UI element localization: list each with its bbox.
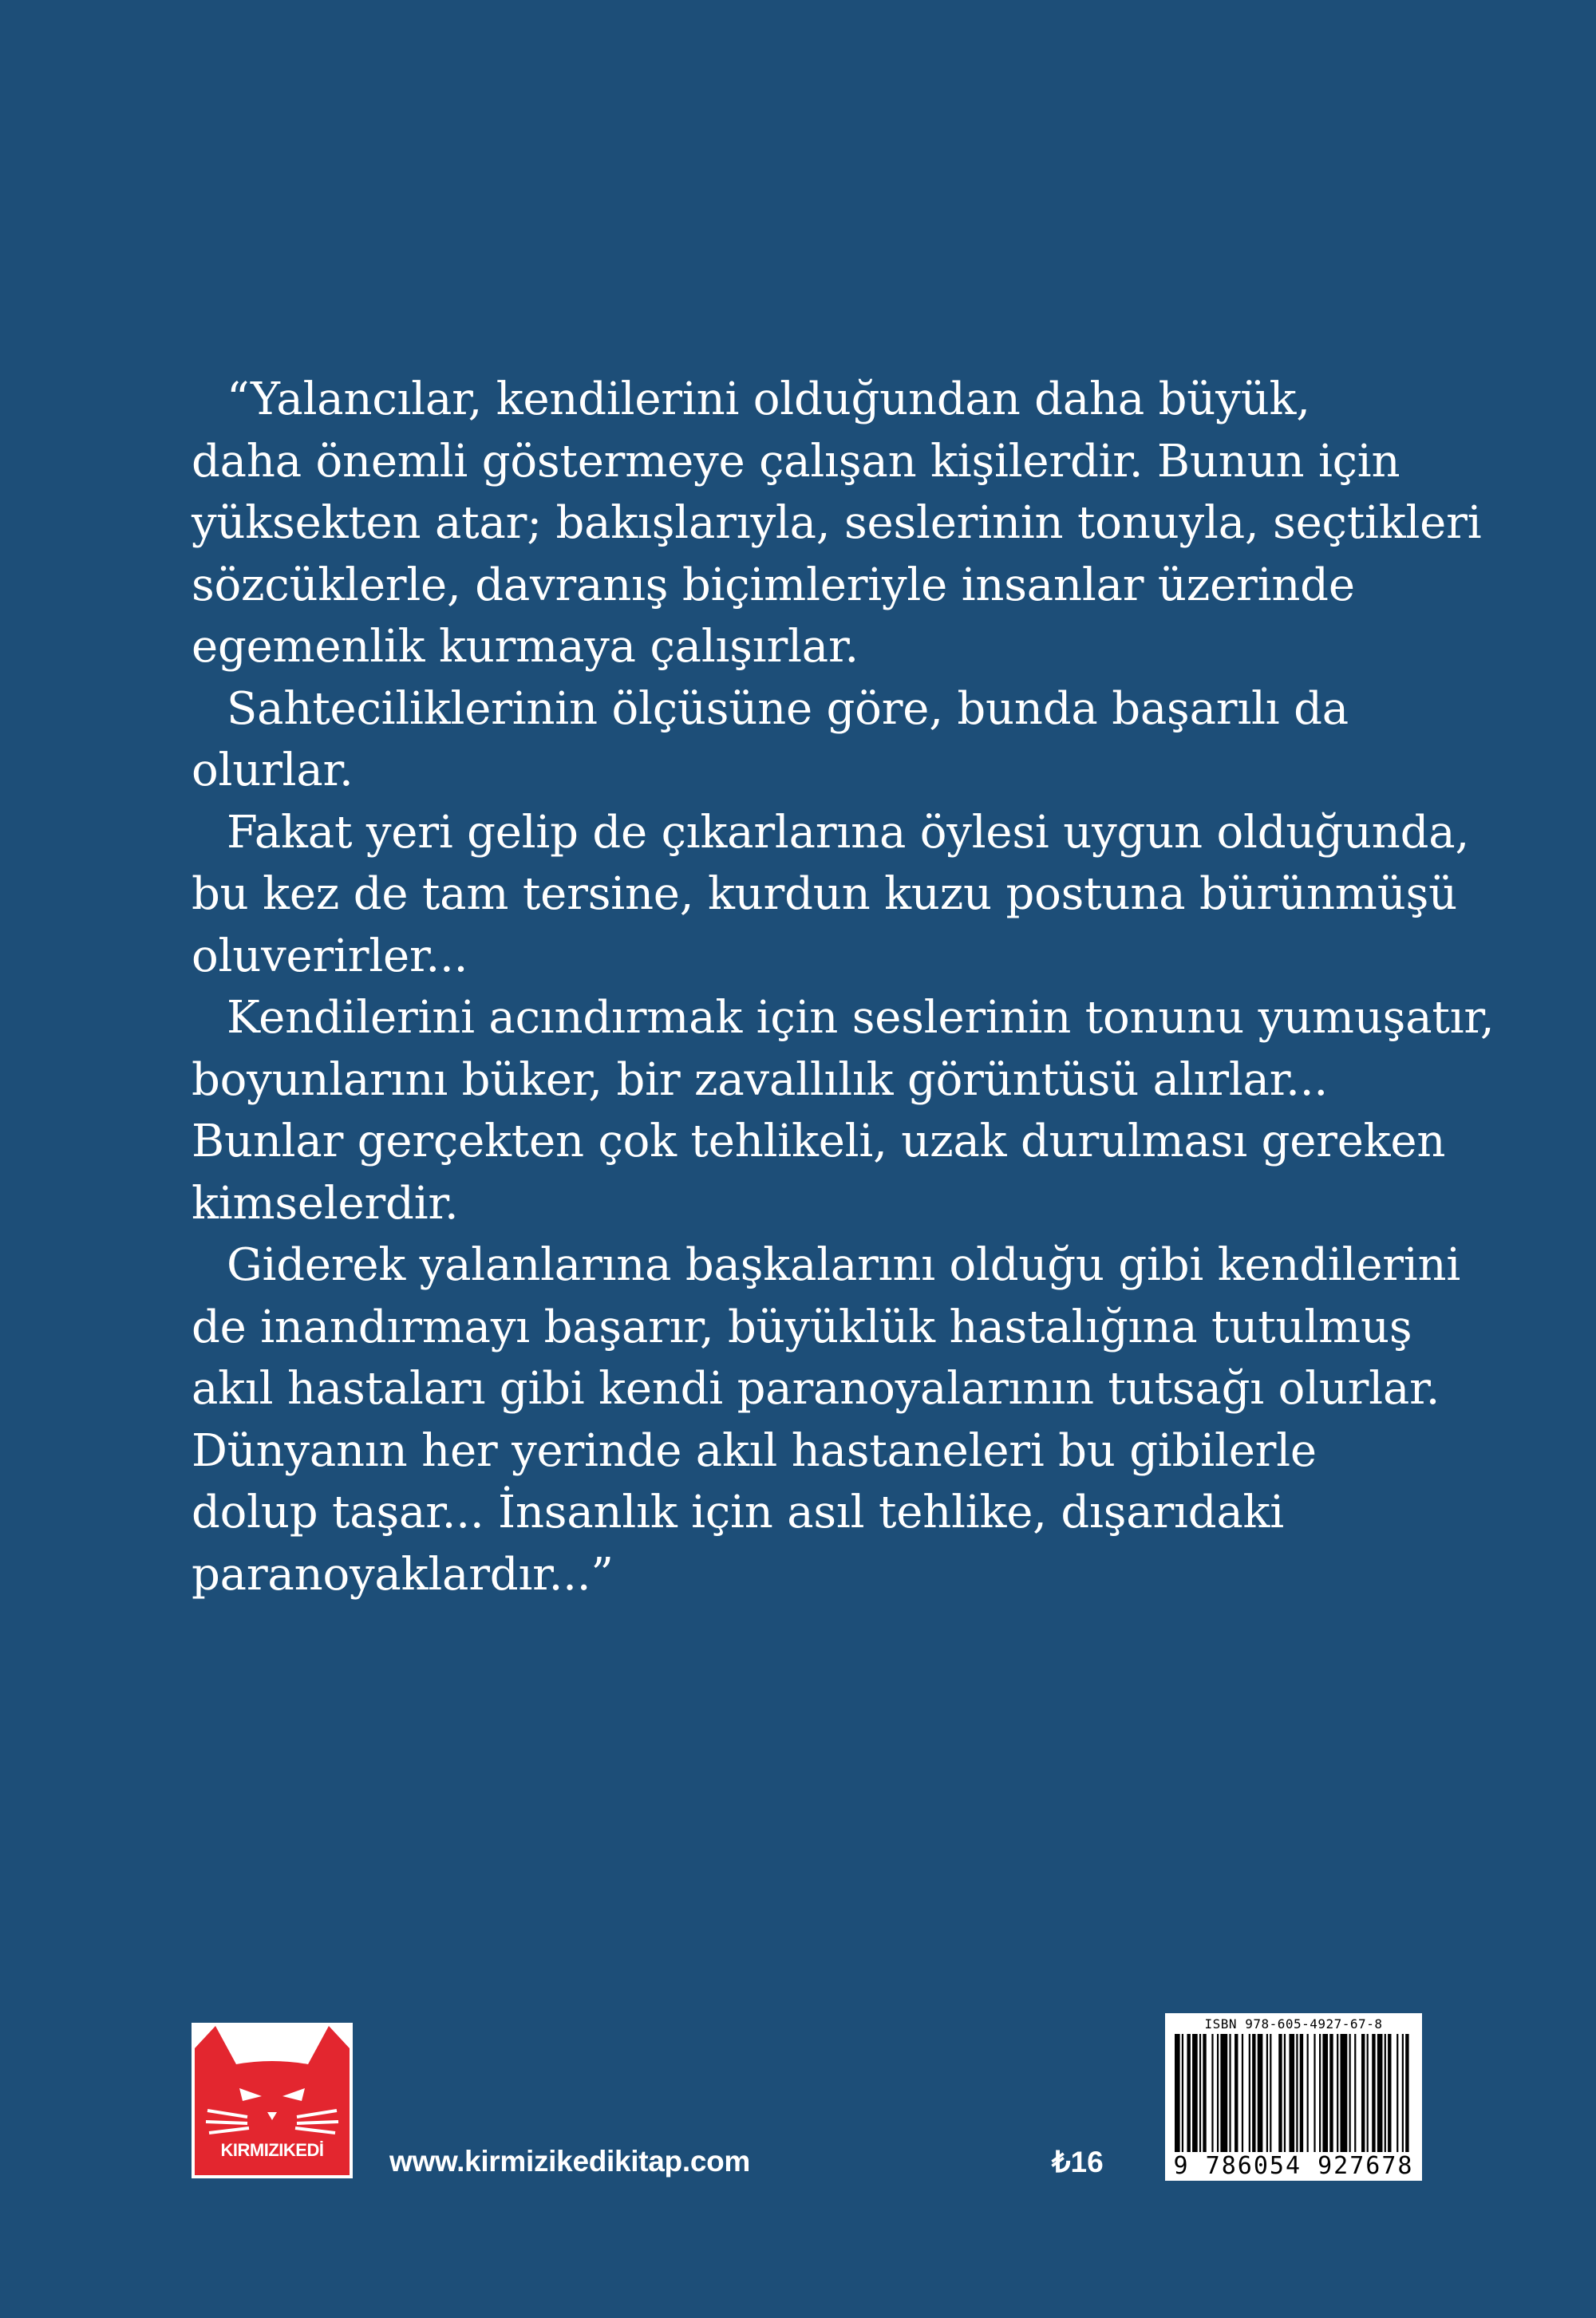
barcode-bar — [1322, 2034, 1328, 2152]
barcode-bar — [1258, 2034, 1263, 2152]
barcode-bar — [1203, 2034, 1206, 2152]
blurb-line: de inandırmayı başarır, büyüklük hastalığına tutulmuş — [192, 1301, 1412, 1353]
barcode-bar — [1377, 2034, 1383, 2152]
blurb-line: Sahteciliklerinin ölçüsüne göre, bunda başarılı da — [227, 682, 1349, 735]
barcode-bar — [1289, 2034, 1294, 2152]
blurb-line: kimselerdir. — [192, 1177, 459, 1230]
barcode-bar — [1220, 2034, 1227, 2152]
blurb-line: olurlar. — [192, 744, 354, 796]
blurb-line: yüksekten atar; bakışlarıyla, seslerinin tonuyla, seçtikleri — [192, 497, 1482, 549]
barcode-bar — [1235, 2034, 1238, 2152]
barcode-bar — [1229, 2034, 1231, 2152]
barcode-bars — [1175, 2034, 1412, 2152]
barcode-bar — [1307, 2034, 1309, 2152]
barcode-bar — [1300, 2034, 1303, 2152]
blurb-line: sözcüklerle, davranış biçimleriyle insanlar üzerinde — [192, 559, 1355, 611]
publisher-logo-text: KIRMIZIKEDİ — [220, 2140, 324, 2160]
publisher-logo — [192, 2023, 353, 2178]
barcode-bar — [1187, 2034, 1190, 2152]
barcode-bar — [1211, 2034, 1213, 2152]
barcode-bar — [1361, 2034, 1365, 2152]
barcode-bar — [1354, 2034, 1356, 2152]
blurb-line: daha önemli göstermeye çalışan kişilerdir. Bunun için — [192, 435, 1400, 488]
isbn-barcode — [1165, 2013, 1422, 2181]
blurb-line: Fakat yeri gelip de çıkarlarına öylesi uygun olduğunda, — [227, 806, 1470, 859]
barcode-bar — [1367, 2034, 1369, 2152]
barcode-bar — [1252, 2034, 1255, 2152]
blurb-line: Bunlar gerçekten çok tehlikeli, uzak durulması gereken — [192, 1116, 1446, 1167]
barcode-bar — [1270, 2034, 1271, 2152]
barcode-bar — [1372, 2034, 1375, 2152]
blurb-line: bu kez de tam tersine, kurdun kuzu postuna bürünmüşü — [192, 868, 1457, 920]
barcode-bar — [1192, 2034, 1198, 2152]
barcode-bar — [1402, 2034, 1404, 2152]
barcode-bar — [1278, 2034, 1282, 2152]
barcode-number: 9 786054 927678 — [1173, 2152, 1414, 2180]
isbn-label: ISBN 978-605-4927-67-8 — [1204, 2016, 1383, 2032]
publisher-website[interactable]: www.kirmizikedikitap.com — [389, 2145, 751, 2178]
barcode-bar — [1388, 2034, 1391, 2152]
blurb-line: oluverirler... — [192, 930, 468, 982]
barcode-bar — [1319, 2034, 1321, 2152]
barcode-bar — [1242, 2034, 1243, 2152]
blurb-line: dolup taşar... İnsanlık için asıl tehlike, dışarıdaki — [192, 1487, 1285, 1538]
barcode-bar — [1175, 2034, 1180, 2152]
price-label: ₺16 — [1052, 2146, 1104, 2178]
barcode-bar — [1337, 2034, 1338, 2152]
barcode-bar — [1266, 2034, 1268, 2152]
barcode-bar — [1199, 2034, 1201, 2152]
barcode-bar — [1296, 2034, 1298, 2152]
blurb-line: egemenlik kurmaya çalışırlar. — [192, 621, 859, 673]
blurb-line: akıl hastaları gibi kendi paranoyalarının tutsağı olurlar. — [192, 1363, 1440, 1415]
barcode-bar — [1385, 2034, 1386, 2152]
barcode-bar — [1349, 2034, 1351, 2152]
barcode-bar — [1284, 2034, 1286, 2152]
blurb-line: Giderek yalanlarına başkalarını olduğu gibi kendilerini — [227, 1239, 1461, 1291]
blurb-line: Kendilerini acındırmak için seslerinin tonunu yumuşatır, — [227, 992, 1495, 1044]
blurb-line: Dünyanın her yerinde akıl hastaneleri bu gibilerle — [192, 1424, 1317, 1477]
barcode-bar — [1249, 2034, 1250, 2152]
barcode-bar — [1329, 2034, 1333, 2152]
barcode-bar — [1341, 2034, 1348, 2152]
barcode-bar — [1217, 2034, 1219, 2152]
barcode-bar — [1182, 2034, 1183, 2152]
blurb-line: boyunlarını büker, bir zavallılık görüntüsü alırlar... — [192, 1053, 1328, 1106]
barcode-bar — [1405, 2034, 1408, 2152]
blurb-line: paranoyaklardır...” — [192, 1548, 614, 1601]
barcode-bar — [1314, 2034, 1315, 2152]
barcode-bar — [1396, 2034, 1398, 2152]
blurb-line: “Yalancılar, kendilerini olduğundan daha büyük, — [227, 373, 1310, 425]
blurb-quote — [192, 369, 1495, 1605]
